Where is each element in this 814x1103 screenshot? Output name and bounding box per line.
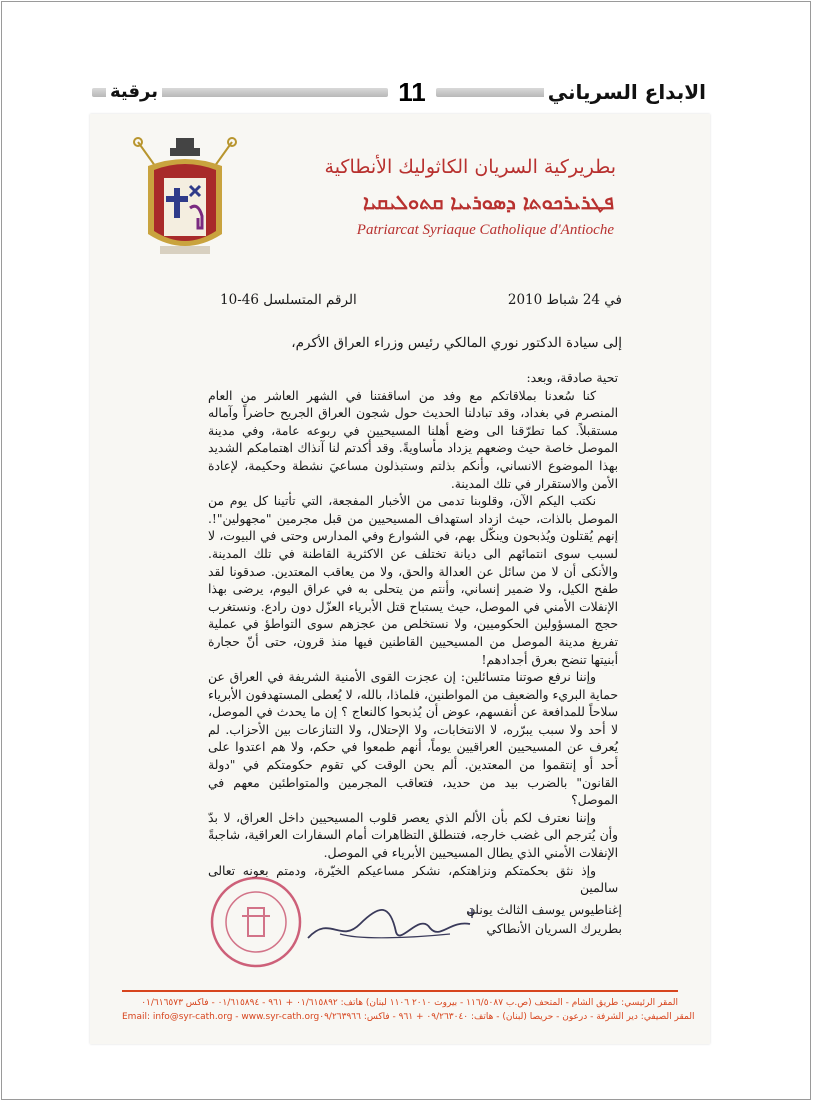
summer-office-address: المقر الصيفي: دير الشرفة - درعون - حريصا (لبنان) - هاتف: ٠٩/٢٦٣٠٤٠ + ٩٦١ - فاكس: ٠٩/٢٦٣٩٦٦ [319,1012,695,1022]
letterhead-arabic: بطريركية السريان الكاثوليك الأنطاكية [324,156,616,178]
signatory-title: بطريرك السريان الأنطاكي [486,921,622,936]
patriarchate-emblem [130,134,240,269]
paragraph-1: كنا سُعدنا بملاقاتكم مع وفد من اساقفتنا في الشهر العاشر من العام المنصرم في بغداد، وقد تبادلنا الحديث حول شجون العراق الجريح حاضراً وآماله مستقبلاً. كما تطرّقنا الى وضع أهلنا المسيحيين في ربوعه عامة، وفي مدينة الموصل خاصة حيث وضعهم يزداد مأساويةً. وقد أكدتم لنا آنذاك اهتمامكم الشديد بهذا الموضوع الانساني، وأنكم بذلتم وستبذلون مساعيَ نشطة وحكيمة، لإعادة الأمن والاستقرار في تلك المدينة. [208,388,618,491]
main-office-address: المقر الرئيسي: طريق الشام - المتحف (ص.ب ١١٦/٥٠٨٧ - بيروت ٢٠١٠ ١١٠٦ لبنان) هاتف: ٠١/٦١٥٨٩٢ + ٩٦١ - ٠١/٦١٥٨٩٤ - فاكس ٠١/٦١٦٥٧٣ [141,998,678,1008]
letter-date: في 24 شباط 2010 [507,292,622,308]
magazine-header [0,78,814,108]
paragraph-2: نكتب اليكم الآن، وقلوبنا تدمى من الأخبار المفجعة، التي تأتينا كل يوم من الموصل بالذات، حيث ازداد استهداف المسيحيين من قبل مجرمين "مجهولين"!. إنهم يُقتلون ويُذبحون وينكّل بهم، في الشوارع وفي المدارس وحتى في البيوت، لا لسبب سوى انتمائهم الى ديانة تختلف عن الاكثرية القاطنة في تلك المدينة. والأنكى أن لا من سائل عن العدالة والحق، ولا من يعاقب المعتدين. صدقونا لقد طفح الكيل، ولا ضمير إنساني، وأنتم من يتحلى به في عراق اليوم، يرضى بهذا الإنفلات الأمني في الموصل، حيث يستباح قتل الأبرياء العزّل دون رادع. ونستغرب حجج المسؤولين الحكوميين، ولا نستخلص من عجزهم سوى التواطؤ في عملية تفريغ مدينة الموصل من المسيحيين القاطنين فيها منذ قرون، حتى أنّ حجارة أبنيتها تنضح بعرق أجدادهم! [208,494,618,667]
footer-line-2 [122,1010,695,1024]
page-number: 11 [398,77,426,107]
reference-number: الرقم المتسلسل 46-10 [220,292,357,308]
magazine-title: الابداع السرياني [544,78,710,106]
signature [300,894,480,954]
letter-body [208,370,618,898]
signature-block [466,900,622,938]
letter-scan [90,114,710,1044]
paragraph-5: وإذ نثق بحكمتكم ونزاهتكم، نشكر مساعيكم الخيّرة، ودمتم بعونه تعالى سالمين [208,863,618,896]
letter-footer [122,990,695,1024]
paragraph-4: وإننا نعترف لكم بأن الألم الذي يعصر قلوب المسيحيين داخل العراق، لا بدّ وأن يُترجم الى غضب خارجه، فتنطلق التظاهرات أمام السفارات العراقية، شاجبةً الإنفلات الأمني الذي يطال المسيحيين الأبرياء في الموصل. [208,810,618,861]
letterhead-french: Patriarcat Syriaque Catholique d'Antioche [356,222,614,238]
signatory-name: إغناطيوس يوسف الثالث يونان [466,902,622,917]
contact-email-website: Email: info@syr-cath.org - www.syr-cath.org [122,1012,320,1022]
letterhead-syriac: ܦܛܪܝܪܟܘܬܐ ܕܣܘܪܝܝܐ ܩܬܘܠܝܩܝܐ [362,190,614,214]
addressee: إلى سيادة الدكتور نوري المالكي رئيس وزراء العراق الأكرم، [291,335,622,351]
official-stamp [208,874,304,970]
greeting: تحية صادقة، وبعد: [526,371,618,385]
paragraph-3: وإننا نرفع صوتنا متسائلين: إن عجزت القوى الأمنية الشريفة في العراق عن حماية البريء والضعيف من المواطنين، فلماذا، بالله، لا يُعطى المستهدفون الأبرياء سلاحاً للمدافعة عن أنفسهم، عوض أن يُذبحوا كالنعاج ؟ إن ما يحدث في الموصل، لا أحد ولا سبب يبرّره، لا الانتخابات، ولا الإحتلال، ولا التنازعات بين الأحزاب. لم يُعرف عن المسيحيين العراقيين يوماً، أنهم طمعوا في حكم، ولا هم اعتدوا على أحد أو إنتقموا من المعتدين. ألم يحن الوقت كي تقوم حكومتكم في "دولة القانون" بالضرب بيد من حديد، فتعاقب المجرمين والمتواطئين معهم في الموصل؟ [208,670,618,808]
section-title: برقية [106,78,162,106]
